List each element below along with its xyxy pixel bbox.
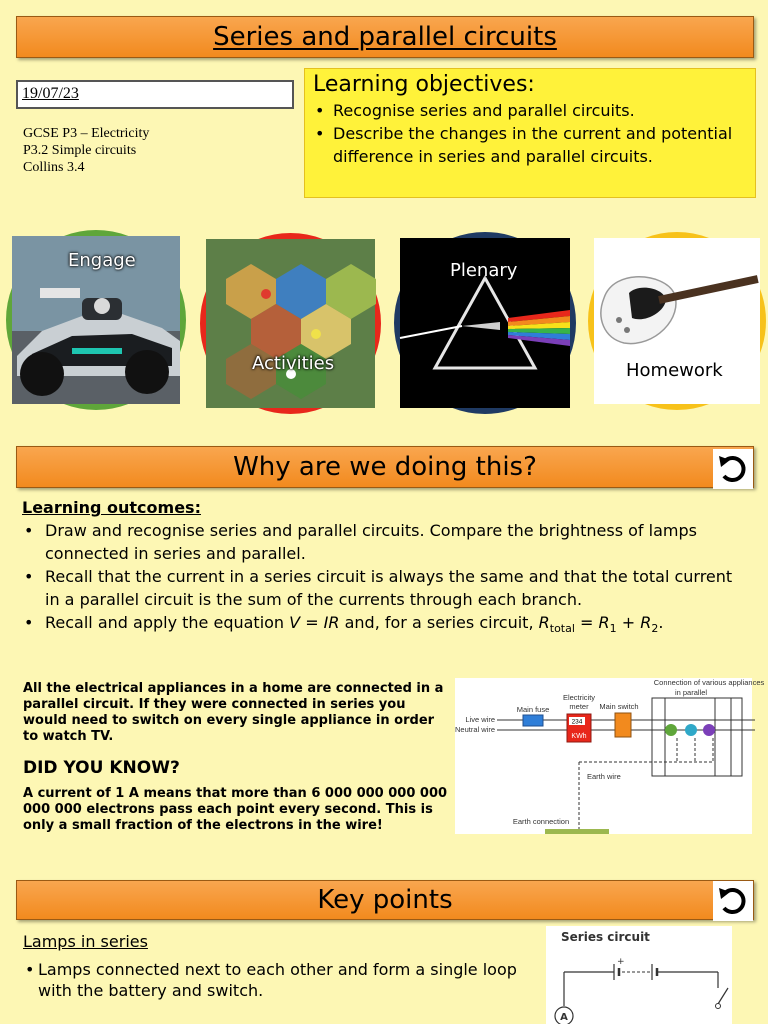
lesson-date: 19/07/23 — [16, 80, 294, 109]
objectives-title: Learning objectives: — [313, 72, 535, 97]
homework-circle[interactable] — [588, 232, 766, 410]
equation-tail: . — [658, 613, 664, 632]
course-line: GCSE P3 – Electricity — [23, 126, 150, 141]
key-points-list — [23, 959, 533, 1001]
main-switch — [615, 713, 631, 737]
why-title: Why are we doing this? — [233, 452, 537, 482]
title-banner — [16, 16, 754, 58]
did-you-know-title: DID YOU KNOW? — [23, 758, 180, 778]
plenary-circle[interactable] — [394, 232, 576, 414]
board-game-image — [206, 239, 375, 408]
objective-item: • Describe the changes in the current and potential difference in series and parallel circuits. — [313, 122, 747, 168]
undo-button[interactable] — [713, 881, 753, 921]
home-circuit-paragraph: All the electrical appliances in a home are connected in a parallel circuit. If they were connected in series you would need to switch on every single appliance in order to watch TV. — [23, 681, 444, 744]
undo-icon — [716, 452, 750, 486]
main-fuse-label: Main fuse — [516, 705, 550, 714]
equation-mid: and, for a series circuit, — [339, 613, 539, 632]
course-line: Collins 3.4 — [23, 160, 85, 175]
outcomes-title: Learning outcomes: — [22, 498, 201, 517]
switch — [718, 988, 728, 1004]
appliance-lamp — [703, 724, 715, 736]
neutral-wire-label: Neutral wire — [454, 725, 495, 734]
svg-text:+: + — [617, 957, 625, 967]
house-wiring-diagram — [454, 678, 765, 834]
outcomes-list — [22, 519, 742, 640]
lamps-in-series-heading: Lamps in series — [23, 932, 148, 951]
series-circuit-diagram — [546, 926, 732, 1024]
series-circuit-title: Series circuit — [561, 930, 650, 944]
objective-item: • Recognise series and parallel circuits. — [313, 99, 747, 122]
diagram-title-line2: in parallel — [674, 688, 708, 697]
homework-label: Homework — [626, 360, 723, 381]
appliance-lamp — [685, 724, 697, 736]
undo-icon — [716, 884, 750, 918]
key-points-title: Key points — [317, 885, 453, 915]
live-wire-label: Live wire — [465, 715, 495, 724]
main-switch-label: Main switch — [599, 702, 639, 711]
meter-label-1: Electricity — [562, 693, 596, 702]
outcome-item: • Draw and recognise series and parallel circuits. Compare the brightness of lamps connected in series and parallel. — [22, 519, 742, 565]
activities-label: Activities — [252, 353, 335, 374]
equation-prefix: Recall and apply the equation — [45, 613, 290, 632]
appliance-lamp — [665, 724, 677, 736]
key-points-content — [23, 932, 533, 1001]
outcome-item: • Recall and apply the equation V = IR and, for a series circuit, $R_{total} = R_1 + R_2$. — [22, 611, 742, 640]
plenary-label: Plenary — [450, 260, 518, 281]
learning-outcomes — [22, 498, 742, 640]
learning-objectives-box — [304, 68, 756, 198]
engage-label: Engage — [68, 250, 136, 271]
page-title: Series and parallel circuits — [213, 22, 557, 52]
course-line: P3.2 Simple circuits — [23, 143, 137, 158]
key-points-banner — [16, 880, 754, 920]
meter-unit: KWh — [571, 733, 587, 740]
activities-circle[interactable] — [200, 233, 381, 414]
earth-connection-label: Earth connection — [512, 817, 570, 826]
key-point-item: • Lamps connected next to each other and form a single loop with the battery and switch. — [23, 959, 533, 1001]
ammeter-label: A — [560, 1012, 568, 1023]
undo-button[interactable] — [713, 449, 753, 489]
outcome-item: • Recall that the current in a series circuit is always the same and that the total current in a parallel circuit is the sum of the currents through each branch. — [22, 565, 742, 611]
main-fuse — [523, 715, 543, 726]
meter-reading: 234 — [571, 718, 583, 726]
did-you-know-text: A current of 1 A means that more than 6 000 000 000 000 000 000 electrons pass each point every second. This is only a small fraction of the electrons in the wire! — [23, 786, 448, 833]
objectives-list — [313, 99, 747, 168]
course-info — [23, 125, 149, 176]
diagram-title-line1: Connection of various appliances — [653, 678, 765, 687]
earth-wire-label: Earth wire — [587, 772, 621, 781]
equation-vir: V = IR — [289, 613, 340, 632]
engage-circle[interactable] — [6, 230, 186, 410]
meter-label-2: meter — [569, 702, 589, 711]
why-banner — [16, 446, 754, 488]
earth-connection — [545, 829, 609, 834]
